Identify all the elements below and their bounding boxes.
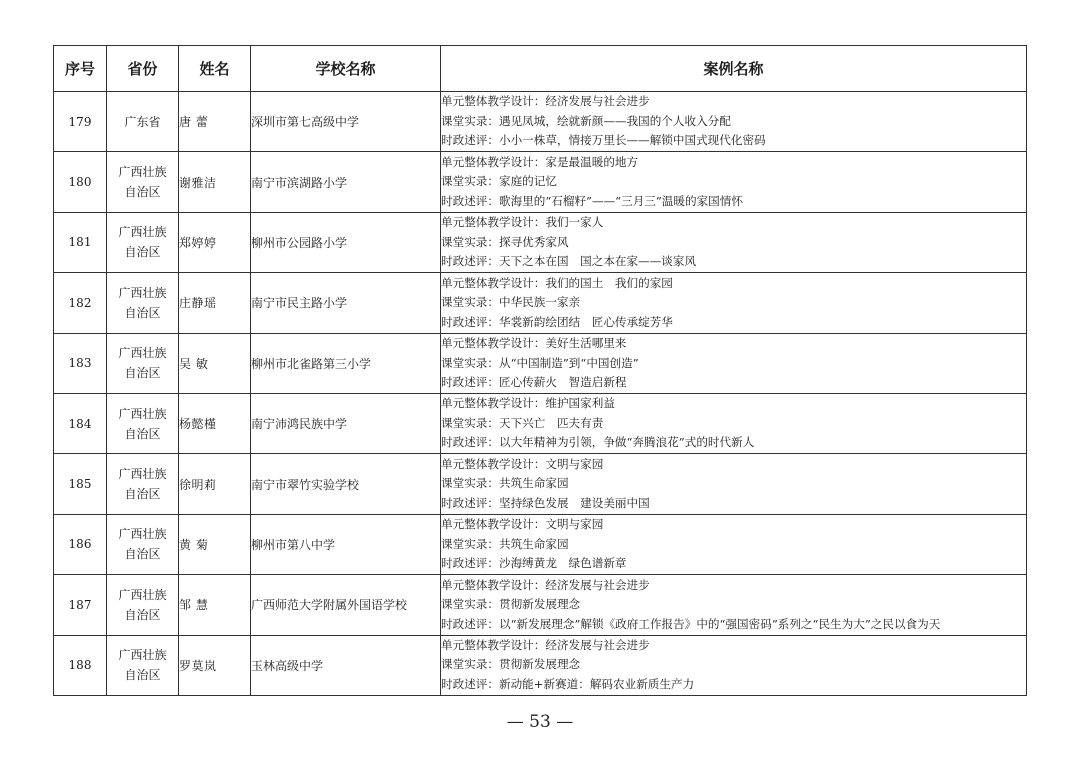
table-row [54,575,1027,635]
case-line: 单元整体教学设计：我们的国土 我们的家园 [441,275,673,290]
case-line: 单元整体教学设计：经济发展与社会进步 [441,94,650,109]
province-line-2: 自治区 [124,547,161,562]
case-line: 时政述评：华裳新韵绘团结 匠心传承绽芳华 [441,314,673,329]
province-line-2: 自治区 [124,607,161,622]
row-number: 185 [54,454,107,514]
case-cell [441,273,1027,333]
case-line: 单元整体教学设计：经济发展与社会进步 [441,637,650,652]
province-cell [107,333,179,393]
province-line-2: 自治区 [124,305,161,320]
case-line: 单元整体教学设计：文明与家园 [441,456,604,471]
case-line: 课堂实录：天下兴亡 匹夫有责 [441,415,604,430]
school-name: 柳州市第八中学 [251,514,441,574]
case-cell [441,393,1027,453]
case-cell [441,635,1027,695]
case-cell [441,333,1027,393]
case-line: 单元整体教学设计：文明与家园 [441,517,604,532]
province-line-2: 自治区 [124,185,161,200]
table-row [54,454,1027,514]
case-line: 单元整体教学设计：我们一家人 [441,215,604,230]
case-line: 课堂实录：遇见凤城，绘就新颜——我国的个人收入分配 [441,113,731,128]
row-number: 183 [54,333,107,393]
case-table [53,45,1027,696]
case-cell [441,212,1027,272]
case-cell [441,575,1027,635]
header-school: 学校名称 [251,46,441,92]
school-name: 柳州市公园路小学 [251,212,441,272]
header-case: 案例名称 [441,46,1027,92]
province-line-1: 广西壮族 [118,406,167,421]
province-cell [107,152,179,212]
case-line: 时政述评：坚持绿色发展 建设美丽中国 [441,495,650,510]
case-cell [441,92,1027,152]
school-name: 柳州市北雀路第三小学 [251,333,441,393]
row-number: 186 [54,514,107,574]
case-line: 课堂实录：中华民族一家亲 [441,295,581,310]
case-line: 时政述评：歌海里的“石榴籽”——“三月三”温暖的家国情怀 [441,193,743,208]
case-line: 课堂实录：探寻优秀家风 [441,234,569,249]
row-number: 188 [54,635,107,695]
province-line-1: 广西壮族 [118,648,167,663]
province-line-1: 广西壮族 [118,225,167,240]
case-line: 课堂实录：贯彻新发展理念 [441,657,581,672]
province-line-1: 广西壮族 [118,587,167,602]
province-line-1: 广西壮族 [118,346,167,361]
person-name: 唐 蕾 [179,92,251,152]
province-cell [107,454,179,514]
page-number: — 53 — [506,712,574,732]
table-row [54,393,1027,453]
table-row [54,333,1027,393]
province-cell [107,273,179,333]
province-cell [107,575,179,635]
case-line: 时政述评：沙海缚黄龙 绿色谱新章 [441,556,627,571]
person-name: 徐明莉 [179,454,251,514]
header-row [54,46,1027,92]
case-line: 时政述评：新动能+新赛道：解码农业新质生产力 [441,676,695,691]
person-name: 郑婷婷 [179,212,251,272]
case-line: 单元整体教学设计：美好生活哪里来 [441,336,627,350]
person-name: 杨懿槿 [179,393,251,453]
case-line: 时政述评：小小一株草，情接万里长——解锁中国式现代化密码 [441,133,766,148]
case-line: 时政述评：以大年精神为引领，争做“奔腾浪花”式的时代新人 [441,435,755,450]
person-name: 谢雅洁 [179,152,251,212]
table-row [54,635,1027,695]
case-line: 单元整体教学设计：家是最温暖的地方 [441,154,639,169]
table-row [54,92,1027,152]
province-cell [107,635,179,695]
school-name: 南宁市滨湖路小学 [251,152,441,212]
case-cell [441,454,1027,514]
person-name: 罗莫岚 [179,635,251,695]
province-line-2: 自治区 [124,366,161,381]
school-name: 深圳市第七高级中学 [251,92,441,152]
header-province: 省份 [107,46,179,92]
table-row [54,212,1027,272]
table-row [54,152,1027,212]
province-cell [107,212,179,272]
province-line-2: 自治区 [124,487,161,502]
row-number: 179 [54,92,107,152]
header-name: 姓名 [179,46,251,92]
case-cell [441,514,1027,574]
province-line-2: 自治区 [124,668,161,683]
table-row [54,273,1027,333]
province-line-1: 广西壮族 [118,527,167,542]
province-cell [107,92,179,152]
province-line-1: 广西壮族 [118,285,167,300]
row-number: 182 [54,273,107,333]
person-name: 邹 慧 [179,575,251,635]
province-line-1: 广东省 [124,114,161,129]
province-line-2: 自治区 [124,245,161,260]
province-line-1: 广西壮族 [118,165,167,180]
case-line: 单元整体教学设计：经济发展与社会进步 [441,577,650,592]
school-name: 南宁沛鸿民族中学 [251,393,441,453]
case-line: 时政述评：天下之本在国 国之本在家——谈家风 [441,254,697,269]
case-line: 课堂实录：共筑生命家园 [441,536,569,551]
person-name: 庄静瑶 [179,273,251,333]
case-line: 课堂实录：贯彻新发展理念 [441,597,581,612]
province-line-1: 广西壮族 [118,467,167,482]
school-name: 南宁市翠竹实验学校 [251,454,441,514]
case-cell [441,152,1027,212]
row-number: 187 [54,575,107,635]
province-cell [107,393,179,453]
province-line-2: 自治区 [124,426,161,441]
row-number: 180 [54,152,107,212]
case-line: 课堂实录：从“中国制造”到“中国创造” [441,355,639,370]
case-line: 课堂实录：家庭的记忆 [441,174,557,189]
table-row [54,514,1027,574]
header-num: 序号 [54,46,107,92]
person-name: 黄 菊 [179,514,251,574]
table-body [54,92,1027,696]
school-name: 南宁市民主路小学 [251,273,441,333]
case-line: 时政述评：匠心传薪火 智造启新程 [441,375,627,389]
province-cell [107,514,179,574]
school-name: 玉林高级中学 [251,635,441,695]
case-line: 课堂实录：共筑生命家园 [441,476,569,491]
row-number: 184 [54,393,107,453]
case-line: 时政述评：以“新发展理念”解锁《政府工作报告》中的“强国密码”系列之“民生为大”之民以食为天 [441,616,941,631]
table-header [54,46,1027,92]
person-name: 吴 敏 [179,333,251,393]
row-number: 181 [54,212,107,272]
school-name: 广西师范大学附属外国语学校 [251,575,441,635]
case-line: 单元整体教学设计：维护国家利益 [441,396,615,411]
